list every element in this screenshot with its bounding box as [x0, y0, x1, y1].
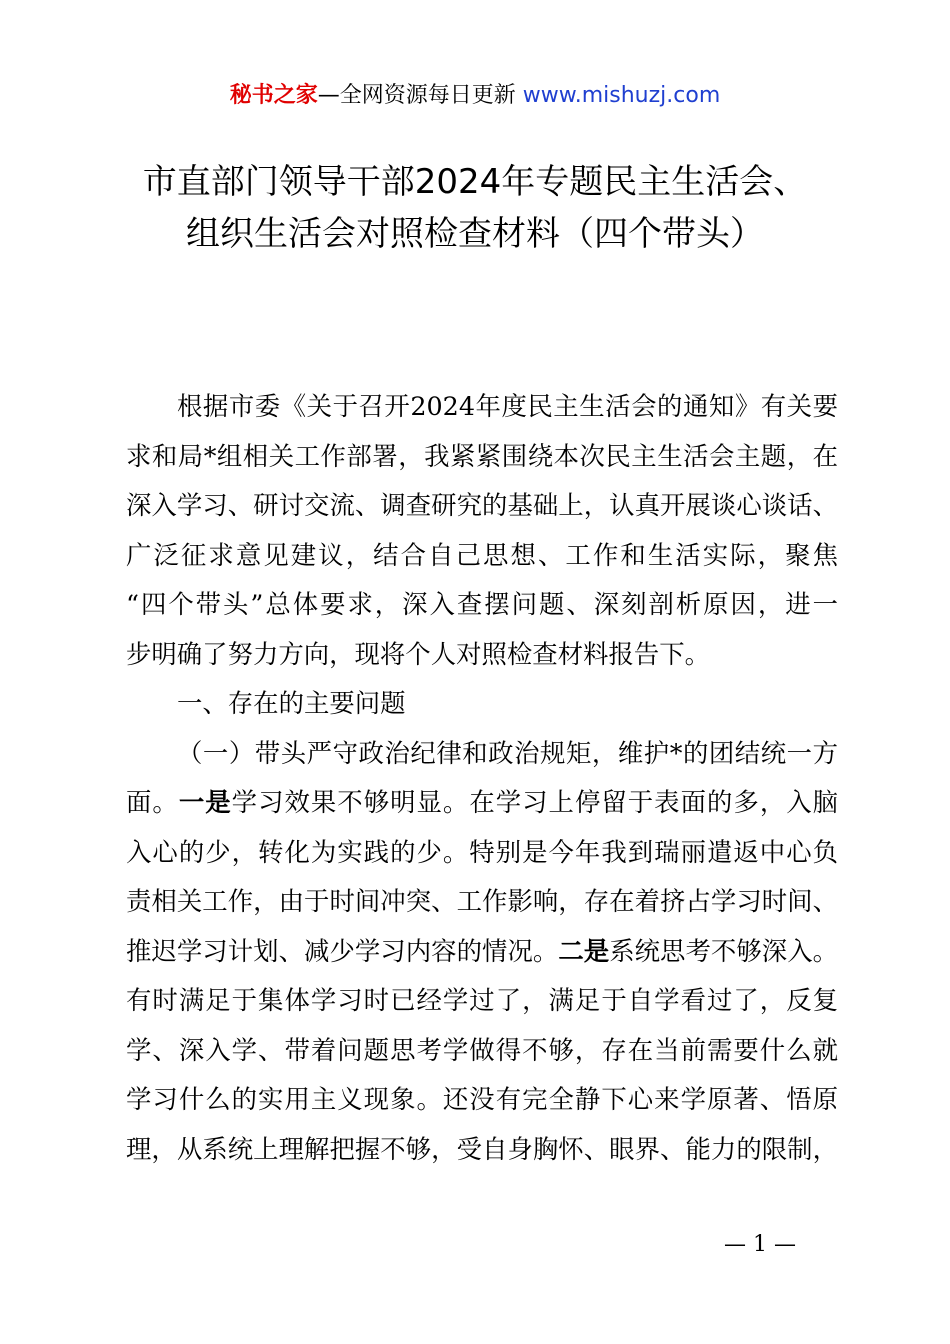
document-body [126, 382, 838, 1174]
body-line: 责相关工作，由于时间冲突、工作影响，存在着挤占学习时间、 [126, 886, 838, 916]
body-line [126, 927, 838, 977]
body-line [126, 778, 838, 828]
site-tagline: —全网资源每日更新 [317, 83, 523, 108]
title-line-1: 市直部门领导干部2024年专题民主生活会、 [142, 162, 808, 202]
title-line-2: 组织生活会对照检查材料（四个带头） [186, 214, 764, 254]
site-header [0, 80, 950, 112]
bold-marker: 一是 [178, 787, 232, 817]
subsection-heading: （一）带头严守政治纪律和政治规矩，维护*的团结统一方 [177, 737, 838, 768]
body-line: 入心的少，转化为实践的少。特别是今年我到瑞丽遣返中心负 [126, 836, 838, 867]
intro-line: 深入学习、研讨交流、调查研究的基础上，认真开展谈心谈话、 [126, 490, 838, 520]
intro-line: 求和局*组相关工作部署，我紧紧围绕本次民主生活会主题，在 [126, 440, 838, 471]
document-title [0, 156, 950, 260]
section-heading: 一、存在的主要问题 [177, 688, 406, 718]
body-line: 学、深入学、带着问题思考学做得不够，存在当前需要什么就 [126, 1034, 838, 1065]
body-text: 面。 [126, 787, 179, 817]
body-text: 学习效果不够明显。在学习上停留于表面的多，入脑 [231, 787, 839, 817]
body-text: 推迟学习计划、减少学习内容的情况。 [126, 935, 559, 966]
bold-marker: 二是 [558, 935, 610, 966]
site-url-link[interactable]: www.mishuzj.com [522, 83, 721, 108]
intro-line: 广泛征求意见建议，结合自己思想、工作和生活实际，聚焦 [126, 539, 838, 570]
intro-line: “四个带头”总体要求，深入查摆问题、深刻剖析原因，进一 [126, 589, 838, 619]
intro-line: 步明确了努力方向，现将个人对照检查材料报告下。 [126, 638, 710, 669]
page-number: — 1 — [724, 1232, 796, 1257]
site-brand: 秘书之家 [229, 83, 318, 108]
body-line: 有时满足于集体学习时已经学过了，满足于自学看过了，反复 [126, 985, 838, 1015]
body-text: 系统思考不够深入。 [609, 935, 839, 966]
intro-line: 根据市委《关于召开2024年度民主生活会的通知》有关要 [177, 391, 838, 421]
body-line: 学习什么的实用主义现象。还没有完全静下心来学原著、悟原 [126, 1084, 838, 1114]
body-line: 理，从系统上理解把握不够，受自身胸怀、眼界、能力的限制， [126, 1133, 838, 1164]
